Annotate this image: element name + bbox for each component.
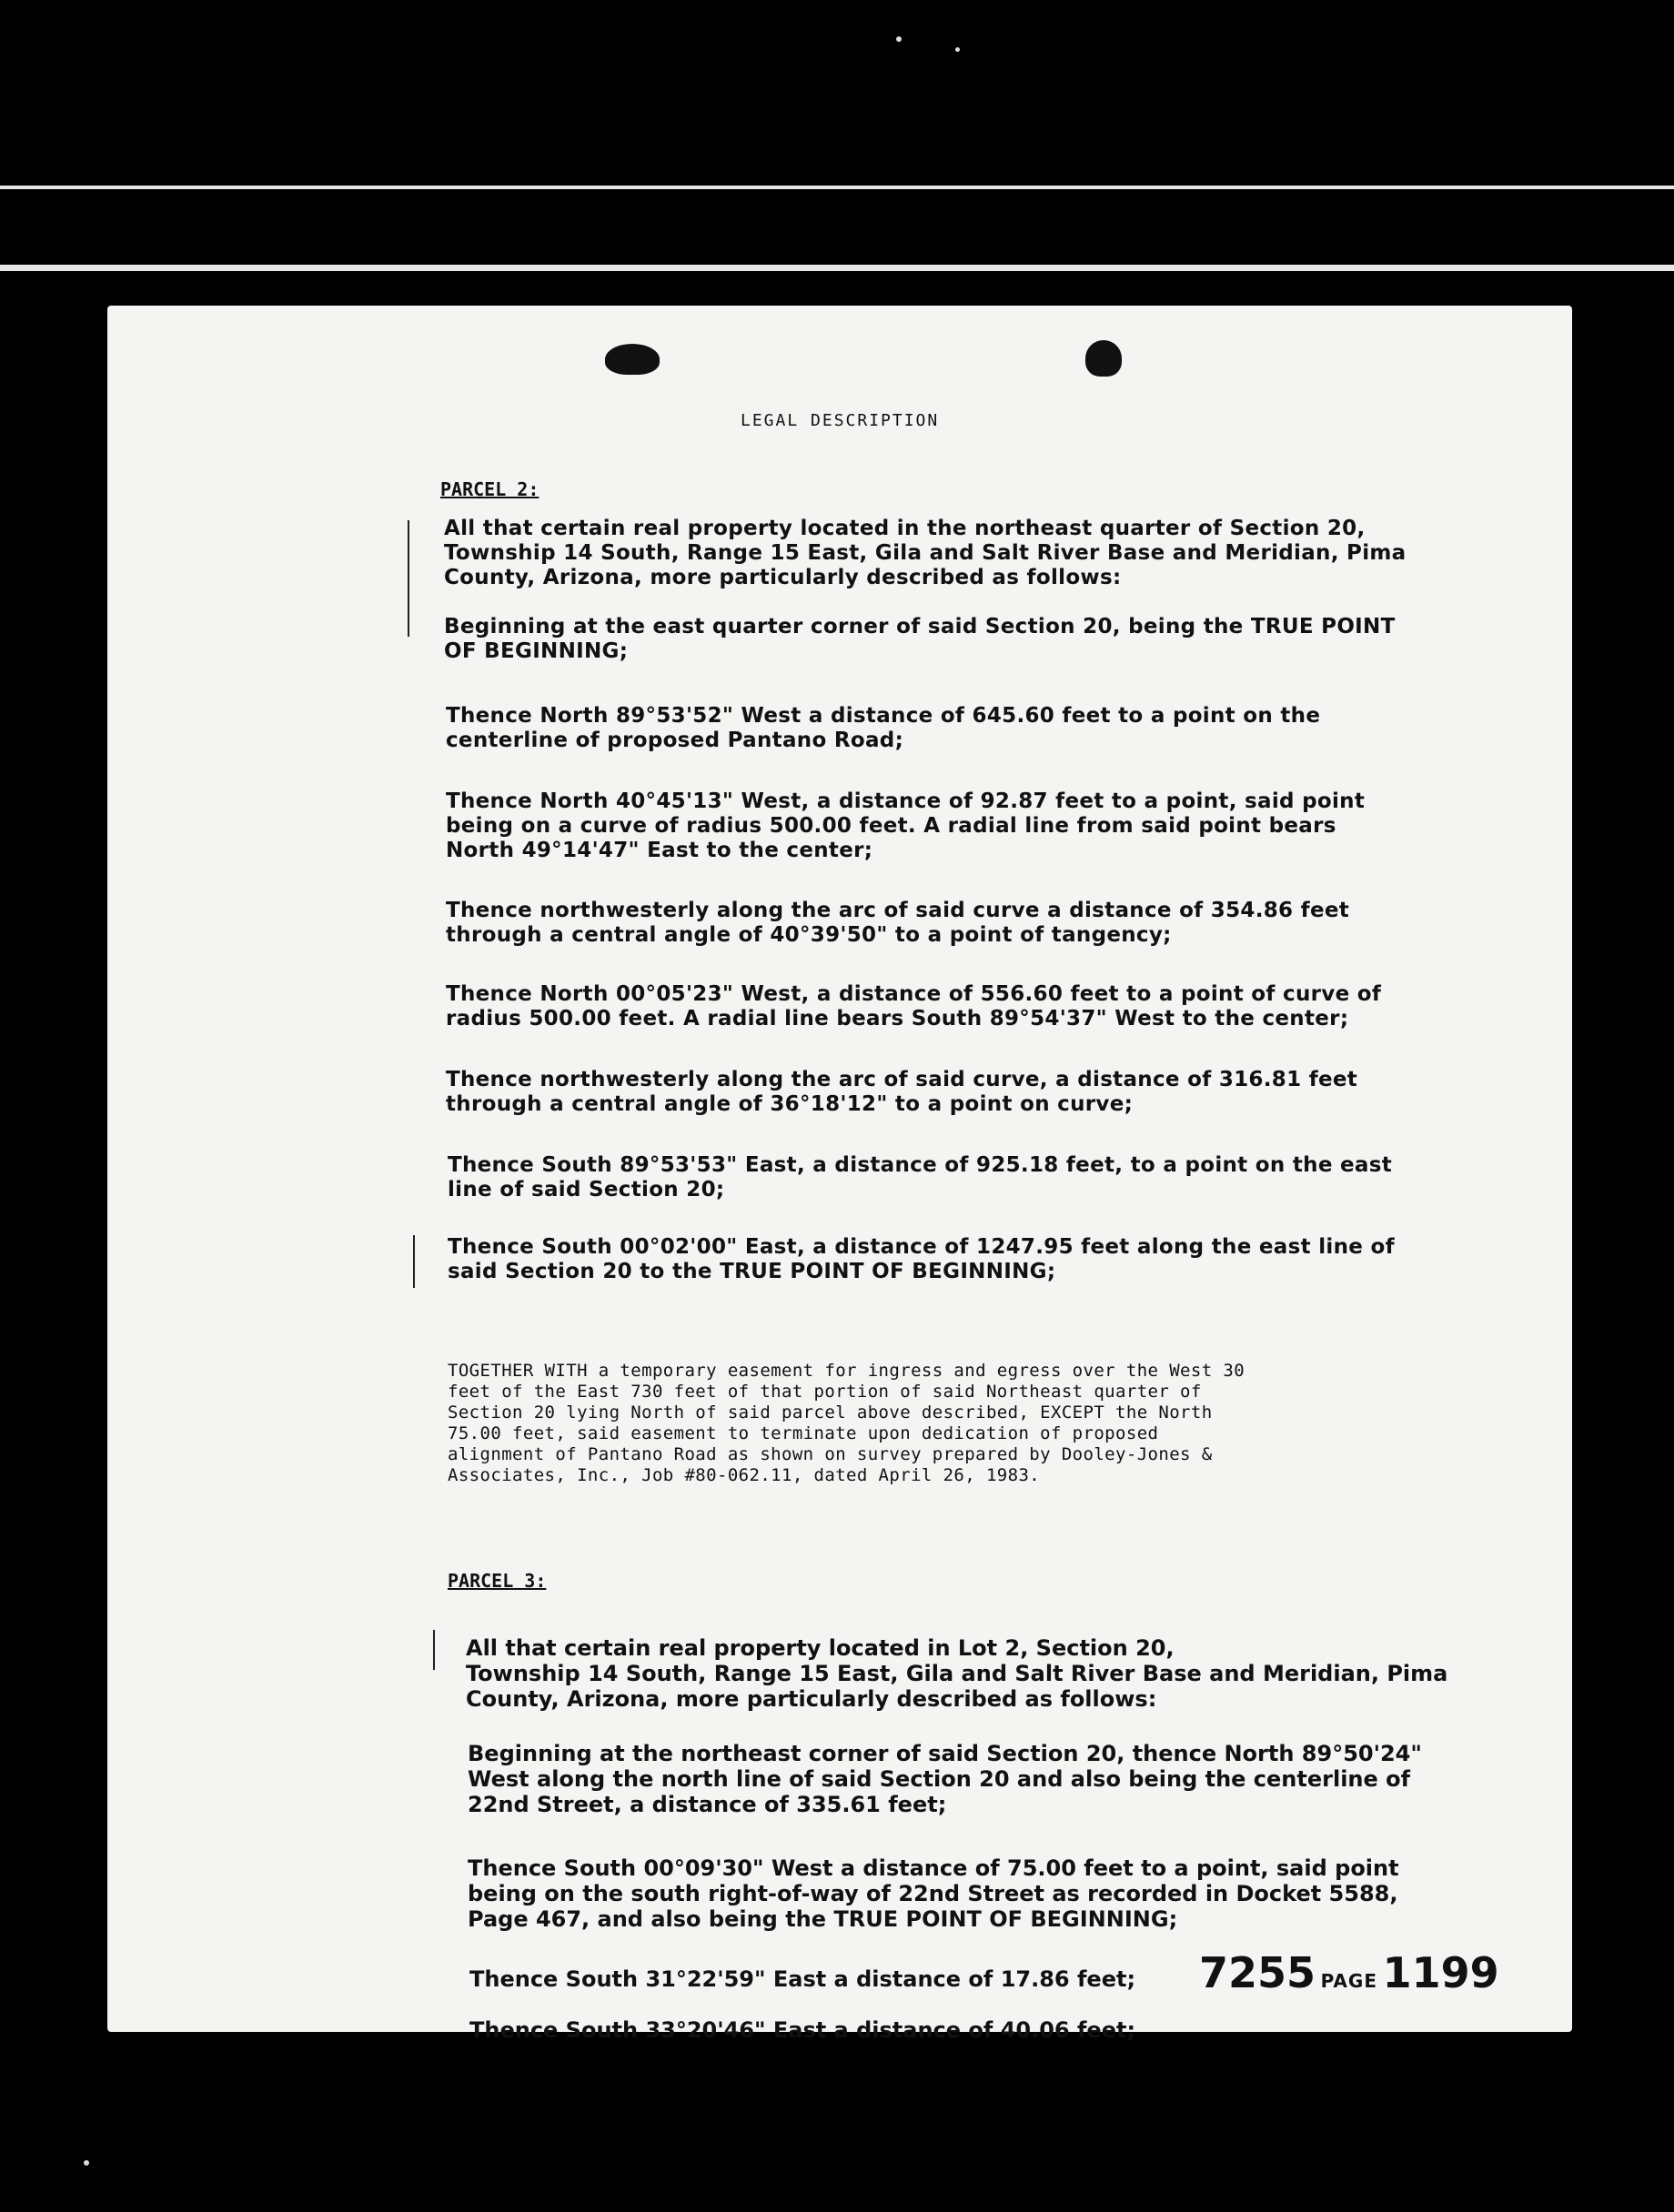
parcel-2-paragraph: Thence northwesterly along the arc of said curve a distance of 354.86 feet through a central angle of 40°39'50" to a point of tangency; xyxy=(446,899,1350,947)
page-number: 1199 xyxy=(1382,1948,1499,1997)
parcel-2-label: PARCEL 2: xyxy=(440,478,540,500)
revision-bar xyxy=(433,1630,435,1670)
easement-paragraph: TOGETHER WITH a temporary easement for ingress and egress over the West 30 feet of the East 730 feet of that portion of said Northeast quarter of Section 20 lying North of said parcel above described, EXCEPT the North 75.00 feet, said easement to terminate upon dedication of proposed alignment of Pantano Road as shown on survey prepared by Dooley-Jones & Associates, Inc., Job #80-062.11, dated April 26, 1983. xyxy=(448,1361,1245,1485)
parcel-3-label: PARCEL 3: xyxy=(448,1570,547,1592)
parcel-3-paragraph: Beginning at the northeast corner of said Section 20, thence North 89°50'24" West along the north line of said Section 20 and also being the centerline of 22nd Street, a distance of 335.61 feet; xyxy=(468,1741,1422,1817)
scan-speck xyxy=(84,2160,89,2166)
docket-number: 7255 xyxy=(1199,1948,1316,1997)
document-sheet xyxy=(107,306,1572,2043)
parcel-2-paragraph: Thence North 89°53'52" West a distance of 645.60 feet to a point on the centerline of proposed Pantano Road; xyxy=(446,704,1321,752)
revision-bar xyxy=(413,1235,415,1288)
document-heading: LEGAL DESCRIPTION xyxy=(741,411,940,430)
parcel-3-paragraph: Thence South 31°22'59" East a distance of 17.86 feet; xyxy=(469,1966,1136,1992)
parcel-2-paragraph: All that certain real property located in the northeast quarter of Section 20, Township 14 South, Range 15 East, Gila and Salt River Base and Meridian, Pima County, Arizona, more particularly described as follows: xyxy=(444,517,1407,589)
parcel-2-paragraph: Thence South 00°02'00" East, a distance of 1247.95 feet along the east line of said Section 20 to the TRUE POINT OF BEGINNING; xyxy=(448,1235,1395,1283)
scan-speck xyxy=(955,47,960,52)
parcel-2-paragraph: Beginning at the east quarter corner of said Section 20, being the TRUE POINT OF BEGINNING; xyxy=(444,615,1396,663)
revision-bar xyxy=(408,520,409,637)
punch-hole xyxy=(1085,340,1122,377)
parcel-3-paragraph: All that certain real property located in Lot 2, Section 20, Township 14 South, Range 15 East, Gila and Salt River Base and Meridian, Pima County, Arizona, more particularly described as follows: xyxy=(466,1635,1448,1712)
parcel-2-paragraph: Thence northwesterly along the arc of said curve, a distance of 316.81 feet through a central angle of 36°18'12" to a point on curve; xyxy=(446,1068,1358,1116)
scan-rule-line xyxy=(0,186,1674,189)
parcel-3-paragraph: Thence South 00°09'30" West a distance of 75.00 feet to a point, said point being on the south right-of-way of 22nd Street as recorded in Docket 5588, Page 467, and also being the TRUE POINT OF BEGINNING; xyxy=(468,1855,1399,1932)
scan-rule-line xyxy=(0,265,1674,271)
parcel-2-paragraph: Thence South 89°53'53" East, a distance of 925.18 feet, to a point on the east line of said Section 20; xyxy=(448,1153,1393,1202)
parcel-2-paragraph: Thence North 40°45'13" West, a distance of 92.87 feet to a point, said point being on a curve of radius 500.00 feet. A radial line from said point bears North 49°14'47" East to the center; xyxy=(446,789,1366,862)
parcel-3-paragraph: Thence South 33°20'46" East a distance of 40.06 feet; xyxy=(469,2017,1136,2043)
punch-hole xyxy=(605,344,660,375)
page-label: PAGE xyxy=(1320,1970,1377,1992)
recording-stamp xyxy=(1199,1948,1499,1997)
scan-speck xyxy=(896,36,902,42)
parcel-2-paragraph: Thence North 00°05'23" West, a distance of 556.60 feet to a point of curve of radius 500.00 feet. A radial line bears South 89°54'37" West to the center; xyxy=(446,982,1382,1031)
